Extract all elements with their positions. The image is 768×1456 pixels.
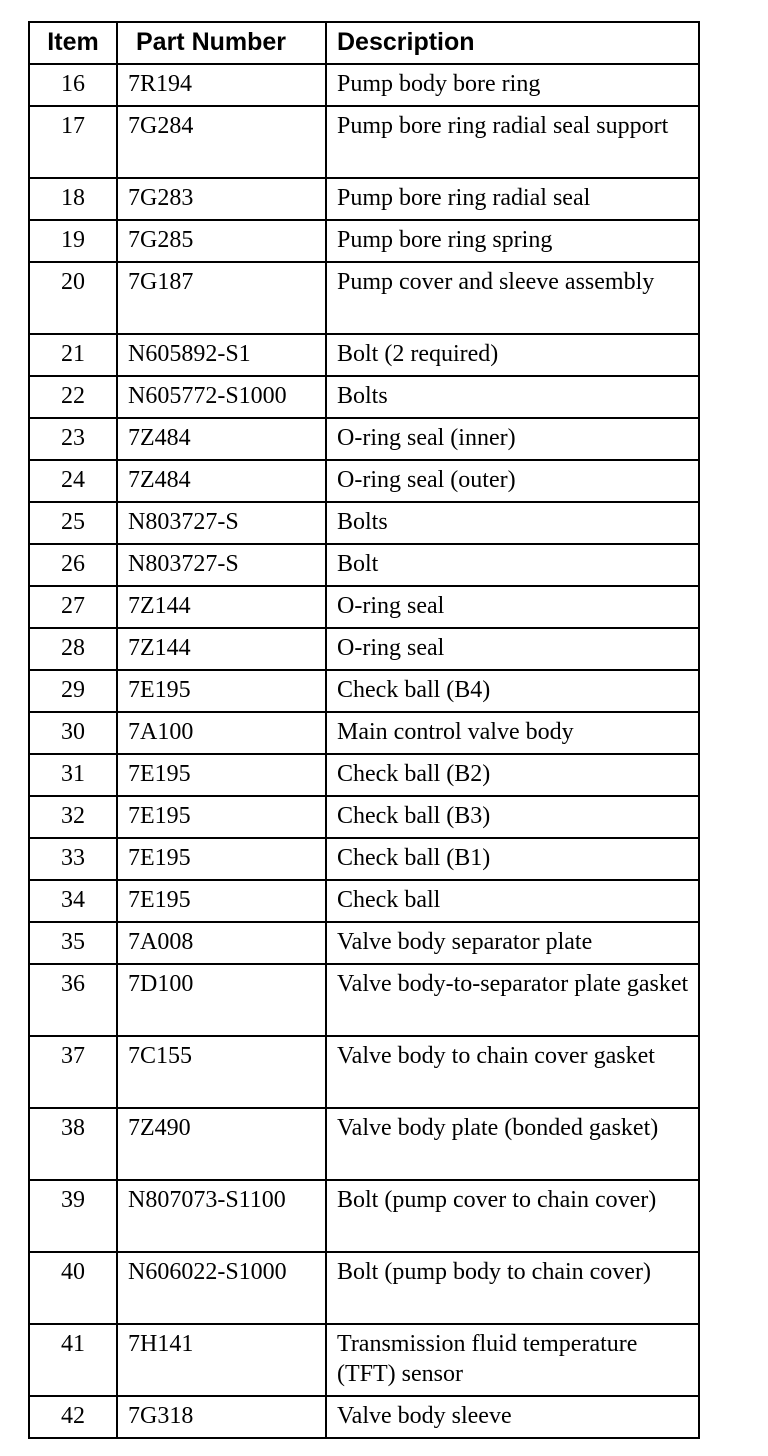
description-cell: Valve body plate (bonded gasket): [326, 1108, 699, 1180]
description-cell: O-ring seal (inner): [326, 418, 699, 460]
item-number-cell: 30: [29, 712, 117, 754]
description-cell: Bolt: [326, 544, 699, 586]
item-number-cell: 33: [29, 838, 117, 880]
table-row: [29, 1396, 699, 1438]
table-row: [29, 544, 699, 586]
description-cell: Valve body separator plate: [326, 922, 699, 964]
table-row: [29, 1324, 699, 1396]
item-number-cell: 34: [29, 880, 117, 922]
table-row: [29, 64, 699, 106]
description-cell: Check ball: [326, 880, 699, 922]
item-number-cell: 19: [29, 220, 117, 262]
item-number-cell: 24: [29, 460, 117, 502]
item-number-cell: 28: [29, 628, 117, 670]
item-number-cell: 21: [29, 334, 117, 376]
table-row: [29, 796, 699, 838]
part-number-cell: 7E195: [117, 838, 326, 880]
item-number-cell: 39: [29, 1180, 117, 1252]
item-number-cell: 29: [29, 670, 117, 712]
description-cell: Bolt (pump body to chain cover): [326, 1252, 699, 1324]
item-number-cell: 20: [29, 262, 117, 334]
table-row: [29, 880, 699, 922]
column-header-description: Description: [326, 22, 699, 64]
part-number-cell: 7Z144: [117, 586, 326, 628]
description-cell: Valve body to chain cover gasket: [326, 1036, 699, 1108]
description-cell: Pump bore ring radial seal support: [326, 106, 699, 178]
table-row: [29, 502, 699, 544]
description-cell: Check ball (B2): [326, 754, 699, 796]
column-header-part-number: Part Number: [117, 22, 326, 64]
description-cell: Check ball (B4): [326, 670, 699, 712]
part-number-cell: 7Z484: [117, 418, 326, 460]
part-number-cell: 7Z484: [117, 460, 326, 502]
description-cell: Bolt (pump cover to chain cover): [326, 1180, 699, 1252]
part-number-cell: N803727-S: [117, 502, 326, 544]
column-header-item: Item: [29, 22, 117, 64]
table-row: [29, 838, 699, 880]
item-number-cell: 38: [29, 1108, 117, 1180]
description-cell: Pump body bore ring: [326, 64, 699, 106]
part-number-cell: 7G284: [117, 106, 326, 178]
part-number-cell: 7G283: [117, 178, 326, 220]
table-row: [29, 1252, 699, 1324]
item-number-cell: 22: [29, 376, 117, 418]
item-number-cell: 36: [29, 964, 117, 1036]
item-number-cell: 25: [29, 502, 117, 544]
item-number-cell: 32: [29, 796, 117, 838]
table-row: [29, 178, 699, 220]
part-number-cell: 7E195: [117, 754, 326, 796]
item-number-cell: 18: [29, 178, 117, 220]
table-row: [29, 220, 699, 262]
part-number-cell: N605892-S1: [117, 334, 326, 376]
description-cell: Pump bore ring spring: [326, 220, 699, 262]
part-number-cell: N807073-S1100: [117, 1180, 326, 1252]
table-row: [29, 670, 699, 712]
description-cell: O-ring seal: [326, 628, 699, 670]
description-cell: Bolts: [326, 502, 699, 544]
table-row: [29, 712, 699, 754]
table-row: [29, 922, 699, 964]
item-number-cell: 27: [29, 586, 117, 628]
description-cell: Pump cover and sleeve assembly: [326, 262, 699, 334]
item-number-cell: 26: [29, 544, 117, 586]
table-row: [29, 628, 699, 670]
part-number-cell: 7G187: [117, 262, 326, 334]
part-number-cell: 7G285: [117, 220, 326, 262]
item-number-cell: 31: [29, 754, 117, 796]
table-row: [29, 418, 699, 460]
table-row: [29, 1180, 699, 1252]
item-number-cell: 40: [29, 1252, 117, 1324]
item-number-cell: 42: [29, 1396, 117, 1438]
description-cell: Pump bore ring radial seal: [326, 178, 699, 220]
description-cell: O-ring seal (outer): [326, 460, 699, 502]
description-cell: Check ball (B1): [326, 838, 699, 880]
part-number-cell: N606022-S1000: [117, 1252, 326, 1324]
table-row: [29, 1036, 699, 1108]
description-cell: Valve body-to-separator plate gasket: [326, 964, 699, 1036]
item-number-cell: 37: [29, 1036, 117, 1108]
part-number-cell: 7A100: [117, 712, 326, 754]
table-row: [29, 586, 699, 628]
part-number-cell: 7R194: [117, 64, 326, 106]
item-number-cell: 23: [29, 418, 117, 460]
part-number-cell: 7E195: [117, 880, 326, 922]
description-cell: Bolt (2 required): [326, 334, 699, 376]
part-number-cell: 7D100: [117, 964, 326, 1036]
table-row: [29, 754, 699, 796]
description-cell: O-ring seal: [326, 586, 699, 628]
item-number-cell: 17: [29, 106, 117, 178]
table-row: [29, 376, 699, 418]
item-number-cell: 35: [29, 922, 117, 964]
description-cell: Check ball (B3): [326, 796, 699, 838]
part-number-cell: 7H141: [117, 1324, 326, 1396]
item-number-cell: 41: [29, 1324, 117, 1396]
part-number-cell: 7Z490: [117, 1108, 326, 1180]
description-cell: Transmission fluid temperature (TFT) sensor: [326, 1324, 699, 1396]
table-row: [29, 964, 699, 1036]
part-number-cell: N605772-S1000: [117, 376, 326, 418]
part-number-cell: 7E195: [117, 670, 326, 712]
part-number-cell: 7Z144: [117, 628, 326, 670]
table-header-row: [29, 22, 699, 64]
part-number-cell: 7A008: [117, 922, 326, 964]
parts-table: [28, 21, 700, 1439]
description-cell: Bolts: [326, 376, 699, 418]
part-number-cell: N803727-S: [117, 544, 326, 586]
part-number-cell: 7E195: [117, 796, 326, 838]
description-cell: Valve body sleeve: [326, 1396, 699, 1438]
table-row: [29, 106, 699, 178]
table-row: [29, 262, 699, 334]
part-number-cell: 7G318: [117, 1396, 326, 1438]
table-body: [29, 64, 699, 1438]
description-cell: Main control valve body: [326, 712, 699, 754]
part-number-cell: 7C155: [117, 1036, 326, 1108]
table-row: [29, 460, 699, 502]
table-row: [29, 1108, 699, 1180]
table-row: [29, 334, 699, 376]
item-number-cell: 16: [29, 64, 117, 106]
